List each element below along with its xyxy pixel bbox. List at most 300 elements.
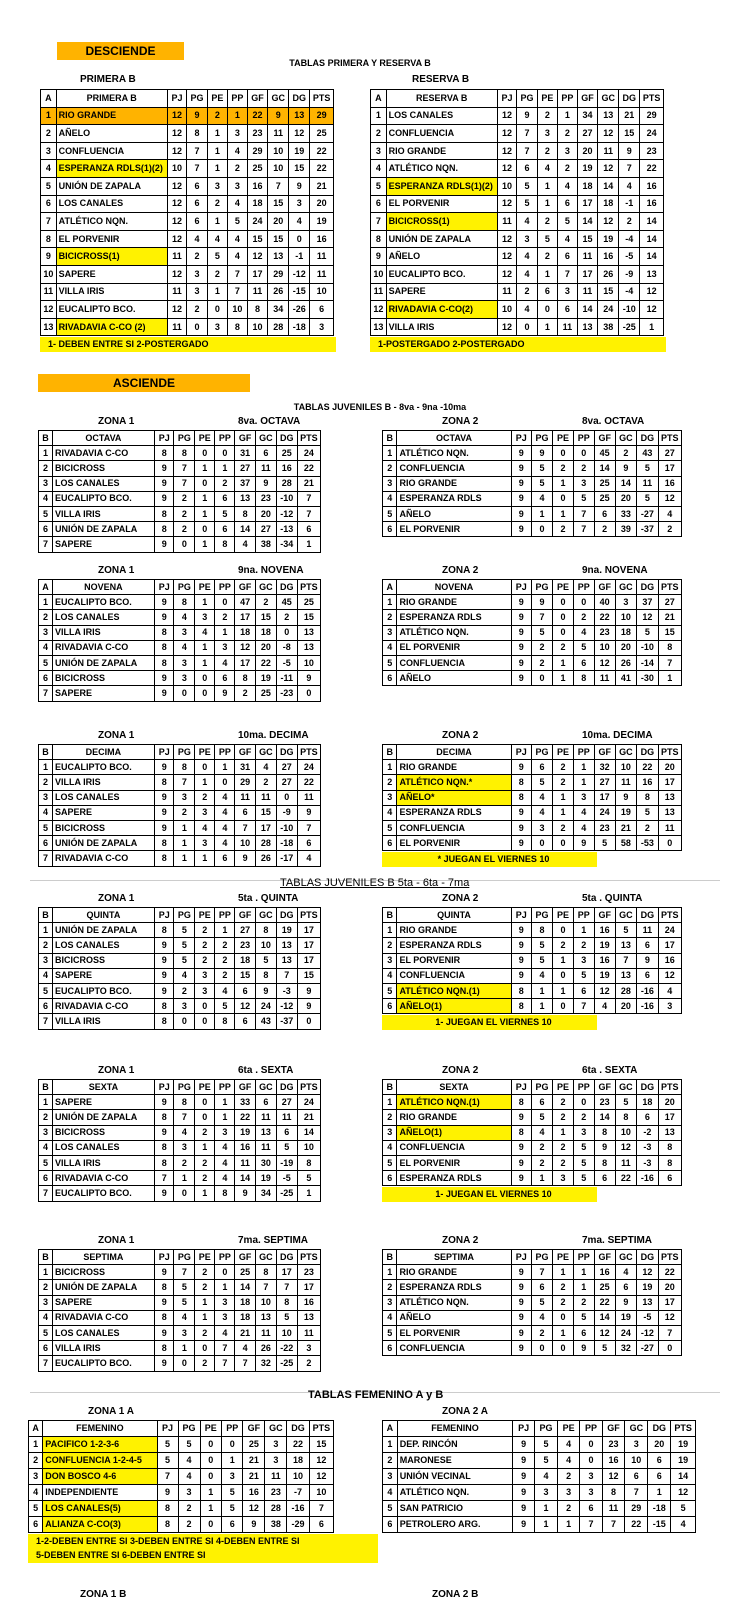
stat-cell: 3	[573, 1125, 594, 1140]
col-pp-header: PP	[215, 745, 235, 760]
stat-cell: 24	[297, 760, 320, 775]
table-row	[383, 775, 682, 790]
table-row	[383, 1485, 696, 1501]
col-gc-header: GC	[615, 745, 636, 760]
stat-cell: 3	[227, 125, 247, 143]
stat-cell: 32	[615, 1341, 636, 1356]
stat-cell: 2	[573, 610, 594, 625]
stat-cell: 6	[557, 195, 577, 213]
stat-cell: 9	[511, 625, 531, 640]
team-name: SAPERE	[52, 805, 154, 820]
col-pg-header: PG	[178, 1421, 200, 1437]
stat-cell: 6	[235, 983, 255, 998]
stat-cell: 6	[310, 301, 334, 319]
stat-cell: -53	[637, 836, 658, 851]
team-name: LOS CANALES	[52, 1140, 154, 1155]
table-row	[41, 301, 334, 319]
col-gf-header: GF	[235, 431, 255, 446]
stat-cell: 5	[573, 1310, 594, 1325]
team-name: ESPERANZA RDLS	[397, 805, 511, 820]
stat-cell: 15	[297, 610, 320, 625]
col-pg-header: PG	[535, 1421, 558, 1437]
team-name: EL PORVENIR	[386, 195, 497, 213]
stat-cell: 7	[235, 1356, 255, 1371]
table-row	[41, 107, 334, 125]
stat-cell: 9	[297, 999, 320, 1014]
stat-cell: 3	[207, 177, 227, 195]
col-pts-header: PTS	[658, 745, 681, 760]
stat-cell: 9	[511, 461, 531, 476]
stat-cell: 2	[187, 301, 208, 319]
stat-cell: 3	[297, 1341, 320, 1356]
stat-cell: 18	[577, 177, 597, 195]
stat-cell: 5	[215, 999, 235, 1014]
stat-cell: 9	[513, 1485, 535, 1501]
stat-cell: 8	[511, 999, 531, 1014]
table-header-row	[29, 1421, 334, 1437]
stat-cell: 8	[154, 1140, 174, 1155]
stat-cell: 0	[174, 1014, 195, 1029]
stat-cell: 7	[573, 506, 594, 521]
row-index: 7	[39, 1356, 53, 1371]
stat-cell: 0	[276, 790, 297, 805]
stat-cell: 15	[255, 805, 276, 820]
row-index: 5	[41, 177, 57, 195]
stat-cell: 5	[573, 640, 594, 655]
stat-cell: 1	[195, 537, 215, 552]
stat-cell: 2	[573, 938, 594, 953]
stat-cell: -3	[637, 1140, 658, 1155]
col-pe-header: PE	[195, 1080, 215, 1095]
stat-cell: 11	[497, 213, 516, 231]
stat-cell: 3	[265, 1453, 287, 1469]
col-team-header: SEXTA	[52, 1080, 154, 1095]
stat-cell: 9	[154, 1356, 174, 1371]
stat-cell: 2	[227, 160, 247, 178]
stat-cell: 16	[602, 1453, 625, 1469]
team-name: LOS CANALES	[52, 476, 154, 491]
table-row	[41, 160, 334, 178]
row-index: 7	[39, 851, 53, 866]
table-header-row	[383, 745, 682, 760]
stat-cell: 5	[594, 1341, 615, 1356]
stat-cell: 8	[227, 318, 247, 336]
sex2-table	[382, 1079, 682, 1186]
stat-cell: 18	[287, 1453, 309, 1469]
nov1-table	[38, 579, 321, 702]
stat-cell: 5	[531, 938, 552, 953]
stat-cell: 4	[658, 983, 681, 998]
col-gf-header: GF	[235, 1080, 255, 1095]
stat-cell: 12	[235, 999, 255, 1014]
stat-cell: 6	[235, 1014, 255, 1029]
stat-cell: 6	[187, 177, 208, 195]
col-gc-header: GC	[255, 431, 276, 446]
stat-cell: 27	[577, 125, 597, 143]
stat-cell: 2	[553, 1140, 574, 1155]
stat-cell: 0	[658, 1341, 681, 1356]
stat-cell: 9	[511, 1110, 531, 1125]
stat-cell: 12	[167, 107, 186, 125]
stat-cell: 11	[577, 248, 597, 266]
col-dg-header: DG	[637, 1250, 658, 1265]
stat-cell: 8	[602, 1485, 625, 1501]
stat-cell: 1	[553, 790, 574, 805]
stat-cell: 10	[497, 177, 516, 195]
juveniles-title-1: TABLAS JUVENILES B - 8va - 9na -10ma	[293, 402, 467, 412]
stat-cell: 6	[309, 1517, 333, 1533]
table-row	[39, 461, 321, 476]
team-name: ATLÉTICO NQN.	[397, 446, 511, 461]
stat-cell: 32	[594, 760, 615, 775]
stat-cell: 8	[154, 775, 174, 790]
team-name: RIO GRANDE	[397, 1110, 511, 1125]
table-row	[383, 655, 682, 670]
row-index: 6	[383, 1517, 398, 1533]
stat-cell: 10	[255, 938, 276, 953]
row-index: 4	[383, 640, 397, 655]
row-index: 5	[39, 506, 53, 521]
team-name: BICICROSS(1)	[386, 213, 497, 231]
stat-cell: 4	[531, 1310, 552, 1325]
dec2-table	[382, 744, 682, 851]
stat-cell: -5	[637, 1310, 658, 1325]
row-index: 3	[39, 476, 53, 491]
col-index-header: B	[39, 908, 53, 923]
stat-cell: 9	[215, 686, 235, 701]
stat-cell: 4	[619, 177, 640, 195]
col-pe-header: PE	[195, 431, 215, 446]
stat-cell: 9	[511, 506, 531, 521]
stat-cell: 3	[573, 476, 594, 491]
col-index-header: B	[39, 1080, 53, 1095]
stat-cell: 12	[598, 160, 619, 178]
stat-cell: 15	[658, 625, 681, 640]
stat-cell: 5	[637, 805, 658, 820]
stat-cell: 23	[594, 1095, 615, 1110]
table-header-row	[383, 1080, 682, 1095]
stat-cell: 25	[243, 1437, 265, 1453]
stat-cell: 17	[297, 1280, 320, 1295]
stat-cell: 12	[497, 248, 516, 266]
stat-cell: 3	[580, 1485, 602, 1501]
col-team-header: OCTAVA	[397, 431, 511, 446]
team-name: BICICROSS	[52, 461, 154, 476]
stat-cell: 3	[174, 671, 195, 686]
stat-cell: 8	[531, 923, 552, 938]
stat-cell: 7	[235, 820, 255, 835]
stat-cell: 9	[511, 805, 531, 820]
stat-cell: 21	[297, 1110, 320, 1125]
stat-cell: -10	[276, 820, 297, 835]
row-index: 7	[41, 213, 57, 231]
col-index-header: A	[41, 90, 57, 108]
table-header-row	[383, 1421, 696, 1437]
stat-cell: 8	[247, 301, 267, 319]
stat-cell: 6	[531, 760, 552, 775]
stat-cell: 18	[637, 1095, 658, 1110]
stat-cell: 2	[537, 142, 557, 160]
asciende-tag: ASCIENDE	[38, 374, 250, 392]
team-name: LOS CANALES	[56, 195, 167, 213]
team-name: ATLÉTICO NQN.(1)	[397, 983, 511, 998]
stat-cell: 38	[265, 1517, 287, 1533]
stat-cell: 16	[598, 248, 619, 266]
stat-cell: 15	[268, 195, 289, 213]
stat-cell: 6	[276, 1125, 297, 1140]
stat-cell: 9	[573, 1341, 594, 1356]
stat-cell: 0	[531, 1341, 552, 1356]
stat-cell: 1	[200, 1501, 221, 1517]
stat-cell: 3	[195, 983, 215, 998]
stat-cell: 12	[497, 107, 516, 125]
stat-cell: 2	[195, 1155, 215, 1170]
stat-cell: 11	[255, 790, 276, 805]
stat-cell: 8	[511, 1095, 531, 1110]
stat-cell: 12	[309, 1469, 333, 1485]
row-index: 3	[383, 1295, 397, 1310]
stat-cell: 10	[497, 301, 516, 319]
stat-cell: 1	[195, 1140, 215, 1155]
stat-cell: 14	[235, 522, 255, 537]
stat-cell: 1	[537, 318, 557, 336]
stat-cell: 5	[174, 1280, 195, 1295]
stat-cell: 19	[255, 1171, 276, 1186]
table-row	[29, 1517, 334, 1533]
stat-cell: 39	[615, 522, 636, 537]
stat-cell: 2	[619, 213, 640, 231]
stat-cell: 0	[573, 1095, 594, 1110]
stat-cell: 19	[598, 230, 619, 248]
stat-cell: 1	[553, 1265, 574, 1280]
team-name: ESPERANZA RDLS(1)(2)	[56, 160, 167, 178]
zona-1b-label: ZONA 1 B	[80, 1589, 127, 1600]
stat-cell: 7	[619, 160, 640, 178]
stat-cell: 15	[289, 160, 310, 178]
stat-cell: 12	[640, 283, 664, 301]
stat-cell: 13	[598, 107, 619, 125]
stat-cell: 4	[615, 1265, 636, 1280]
stat-cell: 3	[174, 1325, 195, 1340]
stat-cell: 12	[640, 301, 664, 319]
col-pe-header: PE	[195, 908, 215, 923]
stat-cell: 12	[602, 1469, 625, 1485]
row-index: 2	[383, 938, 397, 953]
sep2-category-label: 7ma. SEPTIMA	[582, 1235, 653, 1246]
stat-cell: 3	[573, 953, 594, 968]
stat-cell: 4	[174, 1125, 195, 1140]
col-pp-header: PP	[215, 908, 235, 923]
stat-cell: 9	[255, 476, 276, 491]
table-row	[371, 213, 664, 231]
stat-cell: 2	[215, 610, 235, 625]
stat-cell: 12	[497, 160, 516, 178]
stat-cell: 19	[615, 1310, 636, 1325]
col-gf-header: GF	[235, 908, 255, 923]
stat-cell: 2	[553, 775, 574, 790]
stat-cell: 12	[309, 1453, 333, 1469]
stat-cell: 4	[557, 1453, 579, 1469]
oct1-zona-label: ZONA 1	[98, 416, 135, 427]
stat-cell: 27	[276, 775, 297, 790]
stat-cell: 22	[594, 1295, 615, 1310]
stat-cell: 9	[511, 655, 531, 670]
row-index: 11	[371, 283, 387, 301]
team-name: PACIFICO 1-2-3-6	[43, 1437, 157, 1453]
stat-cell: 3	[289, 195, 310, 213]
stat-cell: 4	[557, 177, 577, 195]
stat-cell: 2	[553, 1155, 574, 1170]
col-dg-header: DG	[637, 431, 658, 446]
col-gf-header: GF	[243, 1421, 265, 1437]
table-row	[383, 522, 682, 537]
row-index: 10	[41, 265, 57, 283]
stat-cell: 1	[553, 1125, 574, 1140]
stat-cell: 10	[287, 1469, 309, 1485]
stat-cell: 11	[255, 1110, 276, 1125]
stat-cell: -22	[276, 1341, 297, 1356]
stat-cell: 3	[187, 283, 208, 301]
stat-cell: -4	[619, 283, 640, 301]
team-name: SAN PATRICIO	[397, 1501, 512, 1517]
stat-cell: 6	[573, 983, 594, 998]
stat-cell: 7	[174, 1110, 195, 1125]
stat-cell: 5	[557, 213, 577, 231]
table-row	[383, 1140, 682, 1155]
stat-cell: 34	[268, 301, 289, 319]
stat-cell: 21	[243, 1469, 265, 1485]
stat-cell: 15	[255, 610, 276, 625]
stat-cell: 11	[602, 1501, 625, 1517]
row-index: 3	[39, 953, 53, 968]
team-name: UNIÓN DE ZAPALA	[52, 923, 154, 938]
row-index: 1	[39, 1095, 53, 1110]
stat-cell: 8	[276, 1295, 297, 1310]
stat-cell: 6	[297, 836, 320, 851]
col-gf-header: GF	[577, 90, 597, 108]
stat-cell: 12	[594, 983, 615, 998]
stat-cell: 16	[594, 1265, 615, 1280]
stat-cell: 16	[235, 1140, 255, 1155]
table-row	[39, 476, 321, 491]
stat-cell: 6	[235, 805, 255, 820]
table-row	[383, 1110, 682, 1125]
stat-cell: 5	[531, 953, 552, 968]
stat-cell: -1	[619, 195, 640, 213]
stat-cell: 0	[187, 318, 208, 336]
stat-cell: 6	[637, 938, 658, 953]
stat-cell: 1	[207, 160, 227, 178]
team-name: EUCALIPTO BCO.	[52, 1186, 154, 1201]
table-row	[39, 671, 321, 686]
stat-cell: 3	[615, 595, 636, 610]
stat-cell: 15	[247, 230, 267, 248]
stat-cell: 1	[215, 923, 235, 938]
stat-cell: 13	[615, 938, 636, 953]
stat-cell: 1	[553, 476, 574, 491]
team-name: MARONESE	[397, 1453, 512, 1469]
stat-cell: 28	[276, 476, 297, 491]
stat-cell: 31	[235, 446, 255, 461]
stat-cell: -5	[276, 1171, 297, 1186]
col-gf-header: GF	[594, 580, 615, 595]
stat-cell: 9	[187, 107, 208, 125]
table-row	[371, 318, 664, 336]
table-row	[39, 820, 321, 835]
stat-cell: 29	[310, 107, 334, 125]
col-dg-header: DG	[276, 1250, 297, 1265]
stat-cell: 9	[511, 1140, 531, 1155]
team-name: EL PORVENIR	[397, 522, 511, 537]
stat-cell: 16	[640, 195, 664, 213]
stat-cell: 1	[174, 820, 195, 835]
stat-cell: -12	[637, 1325, 658, 1340]
stat-cell: 13	[255, 1310, 276, 1325]
col-pts-header: PTS	[640, 90, 664, 108]
stat-cell: 8	[511, 775, 531, 790]
stat-cell: 3	[174, 1140, 195, 1155]
row-index: 1	[383, 595, 397, 610]
stat-cell: 4	[215, 1325, 235, 1340]
table-row	[39, 1295, 321, 1310]
stat-cell: 0	[174, 686, 195, 701]
stat-cell: 0	[553, 1310, 574, 1325]
team-name: CONFLUENCIA	[56, 142, 167, 160]
stat-cell: 5	[637, 461, 658, 476]
stat-cell: 3	[625, 1437, 648, 1453]
oct2-zona-label: ZONA 2	[442, 416, 479, 427]
stat-cell: 3	[580, 1469, 602, 1485]
stat-cell: 11	[594, 671, 615, 686]
team-name: VILLA IRIS	[386, 318, 497, 336]
oct1-table	[38, 430, 321, 553]
stat-cell: 4	[671, 1517, 696, 1533]
stat-cell: 24	[247, 213, 267, 231]
team-name: EUCALIPTO BCO.	[52, 491, 154, 506]
stat-cell: 0	[200, 1469, 221, 1485]
table-row	[371, 160, 664, 178]
stat-cell: 0	[553, 625, 574, 640]
stat-cell: 8	[154, 1280, 174, 1295]
team-name: PETROLERO ARG.	[397, 1517, 512, 1533]
nov2-category-label: 9na. NOVENA	[582, 565, 648, 576]
team-name: RIVADAVIA C-CO	[52, 446, 154, 461]
stat-cell: -5	[619, 248, 640, 266]
team-name: CONFLUENCIA	[397, 1341, 511, 1356]
table-row	[39, 938, 321, 953]
table-row	[371, 248, 664, 266]
table-row	[383, 999, 682, 1014]
stat-cell: 8	[154, 999, 174, 1014]
stat-cell: -12	[276, 506, 297, 521]
stat-cell: 8	[154, 836, 174, 851]
stat-cell: 5	[221, 1485, 242, 1501]
sep1-table	[38, 1249, 321, 1372]
col-index-header: B	[39, 1250, 53, 1265]
table-header-row	[39, 1250, 321, 1265]
row-index: 9	[41, 248, 57, 266]
stat-cell: 30	[255, 1155, 276, 1170]
stat-cell: 4	[573, 805, 594, 820]
col-gc-header: GC	[255, 745, 276, 760]
col-pe-header: PE	[553, 745, 574, 760]
stat-cell: 20	[658, 1280, 681, 1295]
row-index: 6	[39, 1341, 53, 1356]
row-index: 12	[371, 301, 387, 319]
stat-cell: 5	[531, 625, 552, 640]
table-row	[383, 836, 682, 851]
row-index: 5	[383, 506, 397, 521]
